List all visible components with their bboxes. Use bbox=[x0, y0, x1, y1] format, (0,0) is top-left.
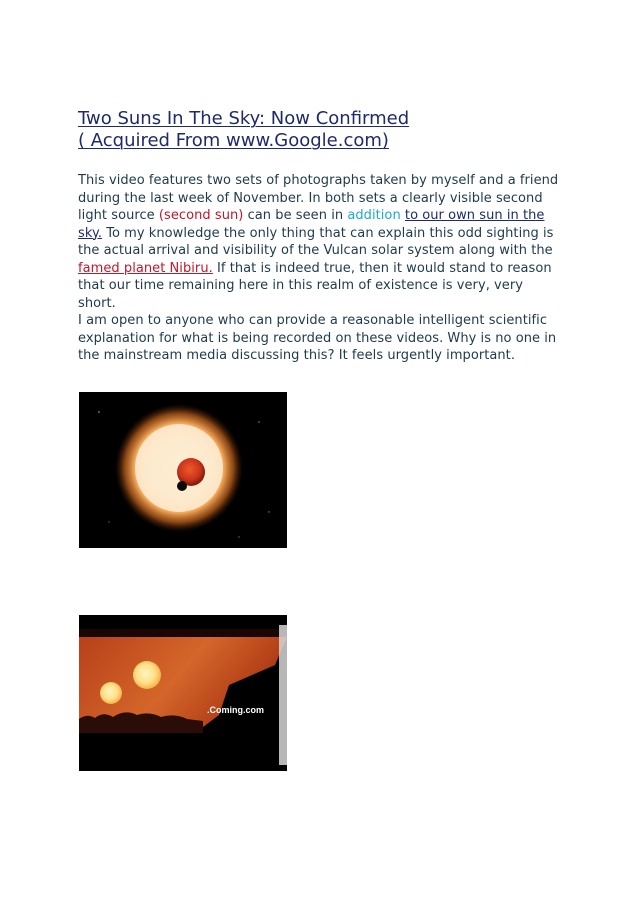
page-title bbox=[78, 108, 409, 152]
sun-1 bbox=[133, 661, 161, 689]
watermark-text: .Coming.com bbox=[207, 705, 265, 715]
star-dot bbox=[238, 536, 239, 537]
paragraph-2: I am open to anyone who can provide a reasonable intelligent scientific explanation for what is being recorded on these videos. Why is no one in the mainstream media discussing this? It feels urgently important. bbox=[78, 313, 557, 363]
paragraph-1-part-1: This video features two sets of photographs taken by myself and a friend during the last week of November. In both sets a clearly visible second light source bbox=[78, 173, 559, 223]
sun-2 bbox=[100, 682, 122, 704]
star-dot bbox=[268, 511, 269, 512]
article-body bbox=[78, 172, 564, 365]
paragraph-1 bbox=[78, 172, 564, 312]
second-sun-text: (second sun) bbox=[158, 208, 244, 223]
nibiru-link[interactable]: famed planet Nibiru. bbox=[78, 260, 213, 276]
planet-silhouette bbox=[177, 481, 187, 491]
title-line-1: Two Suns In The Sky: Now Confirmed bbox=[78, 108, 410, 129]
title-line-2: ( Acquired From www.Google.com) bbox=[78, 130, 389, 151]
star-dot bbox=[258, 421, 259, 422]
binary-star-image bbox=[79, 392, 287, 548]
binary-star-illustration bbox=[79, 392, 287, 548]
paragraph-1-part-5: If that is indeed true, then it would stand to reason that our time remaining here in this realm of existence is very, very short. bbox=[78, 260, 552, 311]
paragraph-1-part-4: To my knowledge the only thing that can explain this odd sighting is the actual arrival and visibility of the Vulcan solar system along with the bbox=[78, 225, 554, 258]
two-suns-image bbox=[79, 615, 287, 771]
paragraph-1-part-2: can be seen in bbox=[243, 208, 348, 223]
own-sun-link[interactable]: to our own sun in the sky. bbox=[78, 208, 545, 241]
addition-text: addition bbox=[347, 208, 401, 223]
star-dot bbox=[98, 411, 100, 413]
right-edge-strip bbox=[279, 625, 287, 765]
two-suns-illustration bbox=[79, 615, 287, 771]
star-dot bbox=[108, 521, 109, 522]
